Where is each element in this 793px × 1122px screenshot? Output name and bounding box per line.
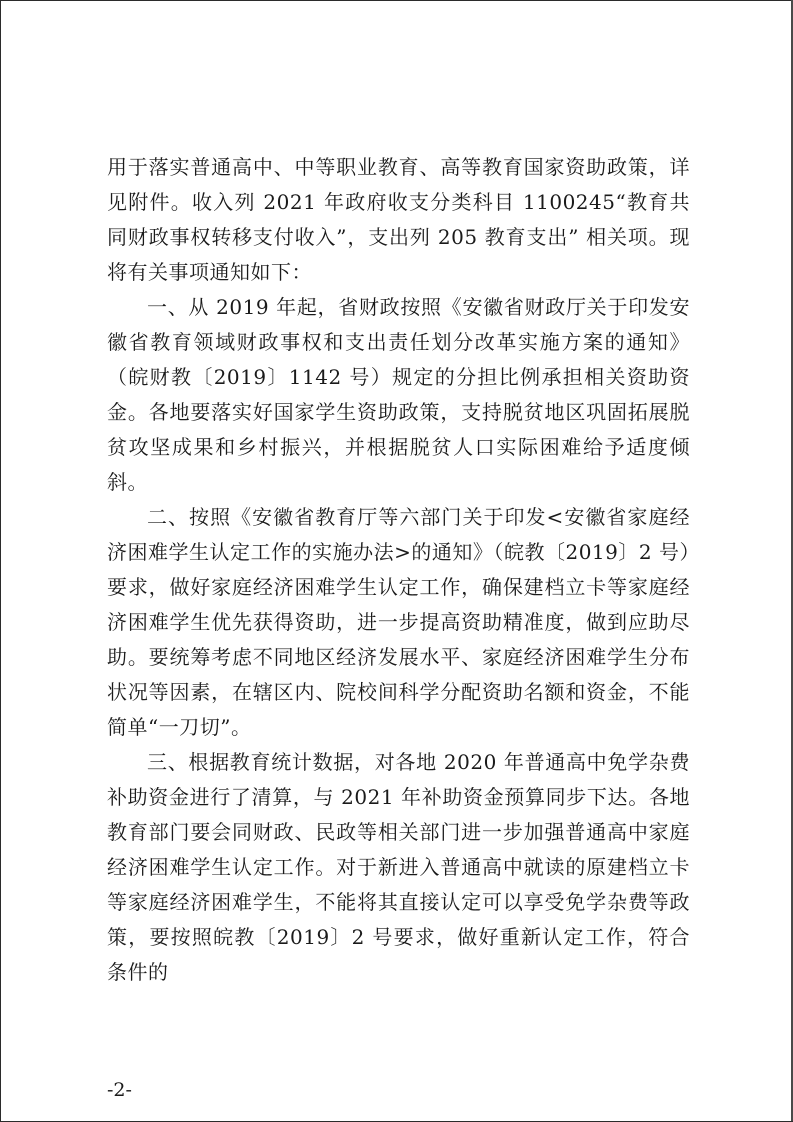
page-number: -2-	[107, 1079, 132, 1101]
page-border-left	[0, 0, 1, 1122]
document-body	[107, 150, 690, 990]
page-border-top	[0, 0, 793, 1]
paragraph-item-1: 一、从 2019 年起，省财政按照《安徽省财政厅关于印发安徽省教育领域财政事权和支出责任划分改革实施方案的通知》（皖财教〔2019〕1142 号）规定的分担比例承担相关资助资金。各地要落实好国家学生资助政策，支持脱贫地区巩固拓展脱贫攻坚成果和乡村振兴，并根据脱贫人口实际困难给予适度倾斜。	[107, 295, 690, 494]
paragraph-item-3: 三、根据教育统计数据，对各地 2020 年普通高中免学杂费补助资金进行了清算，与 2021 年补助资金预算同步下达。各地教育部门要会同财政、民政等相关部门进一步加强普通高中家庭经济困难学生认定工作。对于新进入普通高中就读的原建档立卡等家庭经济困难学生，不能将其直接认定可以享受免学杂费等政策，要按照皖教〔2019〕2 号要求，做好重新认定工作，符合条件的	[107, 750, 690, 984]
paragraph-item-2: 二、按照《安徽省教育厅等六部门关于印发<安徽省家庭经济困难学生认定工作的实施办法>的通知》（皖教〔2019〕2 号）要求，做好家庭经济困难学生认定工作，确保建档立卡等家庭经济困难学生优先获得资助，进一步提高资助精准度，做到应助尽助。要统筹考虑不同地区经济发展水平、家庭经济困难学生分布状况等因素，在辖区内、院校间科学分配资助名额和资金，不能简单“一刀切”。	[107, 505, 690, 739]
paragraph-continuation: 用于落实普通高中、中等职业教育、高等教育国家资助政策，详见附件。收入列 2021 年政府收支分类科目 1100245“教育共同财政事权转移支付收入”，支出列 205 教育支出” 相关项。现将有关事项通知如下：	[107, 155, 690, 284]
